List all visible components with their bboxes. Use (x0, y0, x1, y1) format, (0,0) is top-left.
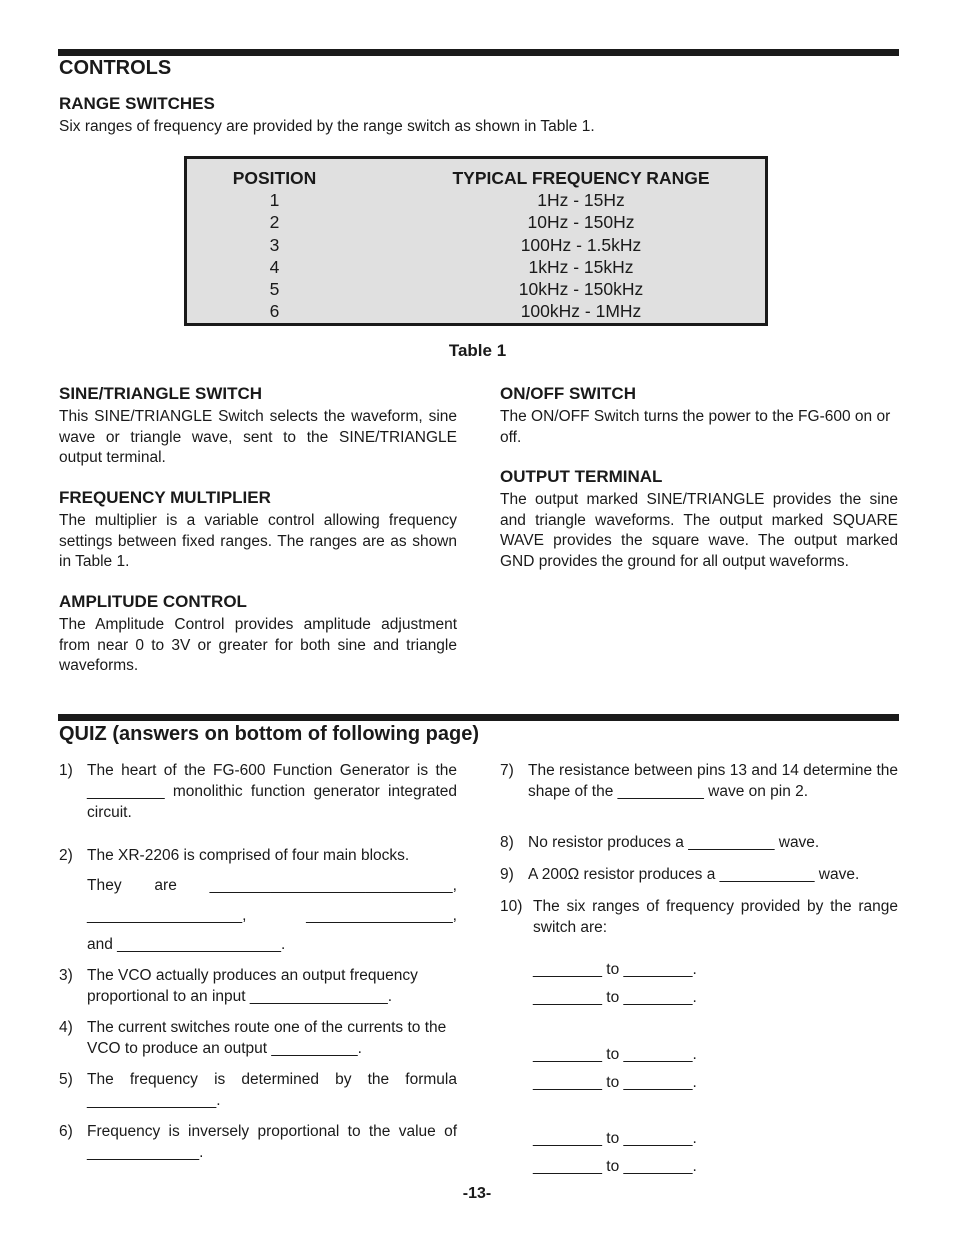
position-header: POSITION (232, 168, 317, 188)
frequency-range-cell: 10kHz - 150kHz (518, 278, 644, 299)
range-answer-blank: ________ to ________. (533, 961, 697, 978)
controls-title: CONTROLS (59, 57, 172, 79)
question-text: The heart of the FG-600 Function Generator is the _________ monolithic function generator integrated circuit. (87, 762, 457, 821)
question-number: 7) (500, 762, 514, 779)
question-number: 3) (59, 967, 73, 984)
amplitude-control-section (59, 592, 457, 677)
question-number: 4) (59, 1019, 73, 1036)
quiz-question-2-blank-line: __________________, _________________, (87, 907, 457, 924)
amplitude-control-text: The Amplitude Control provides amplitude adjustment from near 0 to 3V or greater for both sine and triangle waveforms. (59, 616, 457, 674)
table-caption: Table 1 (448, 341, 507, 360)
frequency-range-cell: 1kHz - 15kHz (528, 256, 634, 277)
frequency-multiplier-section (59, 488, 457, 573)
range-switches-text: Six ranges of frequency are provided by the range switch as shown in Table 1. (59, 118, 595, 135)
range-switches-section (59, 94, 899, 138)
range-answer-blank: ________ to ________. (533, 1046, 697, 1063)
question-text: A 200Ω resistor produces a ___________ wave. (528, 866, 860, 883)
quiz-top-rule (58, 714, 899, 721)
question-number: 8) (500, 834, 514, 851)
output-terminal-section (500, 467, 898, 572)
position-column (227, 167, 322, 322)
question-text: The VCO actually produces an output frequency proportional to an input ________________. (87, 967, 418, 1005)
range-answer-blank: ________ to ________. (533, 989, 697, 1006)
sine-triangle-heading: SINE/TRIANGLE SWITCH (59, 384, 263, 403)
controls-top-rule (58, 49, 899, 56)
output-terminal-heading: OUTPUT TERMINAL (500, 467, 663, 486)
question-number: 5) (59, 1071, 73, 1088)
frequency-multiplier-heading: FREQUENCY MULTIPLIER (59, 488, 271, 507)
frequency-range-cell: 1Hz - 15Hz (537, 190, 625, 211)
position-cell: 6 (269, 301, 280, 322)
question-text: The XR-2206 is comprised of four main blocks. (87, 847, 410, 864)
frequency-range-cell: 100Hz - 1.5kHz (520, 234, 642, 255)
sine-triangle-section (59, 384, 457, 469)
frequency-range-cell: 10Hz - 150Hz (527, 212, 635, 233)
range-switches-heading: RANGE SWITCHES (59, 94, 215, 113)
question-text: The frequency is determined by the formula _______________. (87, 1071, 457, 1109)
frequency-range-cell: 100kHz - 1MHz (520, 301, 642, 322)
question-text: The current switches route one of the currents to the VCO to produce an output __________. (87, 1019, 447, 1057)
question-number: 9) (500, 866, 514, 883)
quiz-question-2-blank-line: They are ____________________________, (87, 877, 457, 894)
on-off-section (500, 384, 898, 448)
frequency-range-column (441, 167, 721, 322)
on-off-heading: ON/OFF SWITCH (500, 384, 636, 403)
quiz-title: QUIZ (answers on bottom of following page) (59, 723, 479, 745)
sine-triangle-text: This SINE/TRIANGLE Switch selects the waveform, sine wave or triangle wave, sent to the SINE/TRIANGLE output terminal. (59, 408, 457, 466)
position-cell: 3 (269, 234, 280, 255)
question-number: 10) (500, 898, 523, 915)
quiz-question-2-blank-line: and ___________________. (87, 936, 286, 953)
position-cell: 2 (269, 212, 280, 233)
on-off-text: The ON/OFF Switch turns the power to the FG-600 on or off. (500, 408, 891, 446)
question-text: The six ranges of frequency provided by the range switch are: (533, 898, 898, 936)
position-cell: 5 (269, 278, 280, 299)
frequency-multiplier-text: The multiplier is a variable control allowing frequency settings between fixed ranges. The ranges are as shown in Table 1. (59, 512, 457, 570)
question-number: 2) (59, 847, 73, 864)
position-cell: 4 (269, 256, 280, 277)
range-answer-blank: ________ to ________. (533, 1158, 697, 1175)
question-number: 6) (59, 1123, 73, 1140)
question-text: No resistor produces a __________ wave. (528, 834, 820, 851)
range-answer-blank: ________ to ________. (533, 1074, 697, 1091)
amplitude-control-heading: AMPLITUDE CONTROL (59, 592, 247, 611)
frequency-range-table (184, 156, 768, 326)
question-text: The resistance between pins 13 and 14 determine the shape of the __________ wave on pin 2. (528, 762, 898, 800)
page-number: -13- (462, 1185, 492, 1202)
question-number: 1) (59, 762, 73, 779)
question-text: Frequency is inversely proportional to the value of _____________. (87, 1123, 457, 1161)
position-cell: 1 (269, 190, 280, 211)
range-answer-blank: ________ to ________. (533, 1130, 697, 1147)
frequency-range-header: TYPICAL FREQUENCY RANGE (452, 168, 710, 188)
output-terminal-text: The output marked SINE/TRIANGLE provides the sine and triangle waveforms. The output marked SQUARE WAVE provides the square wave. The output marked GND provides the ground for all output waveforms. (500, 491, 898, 570)
